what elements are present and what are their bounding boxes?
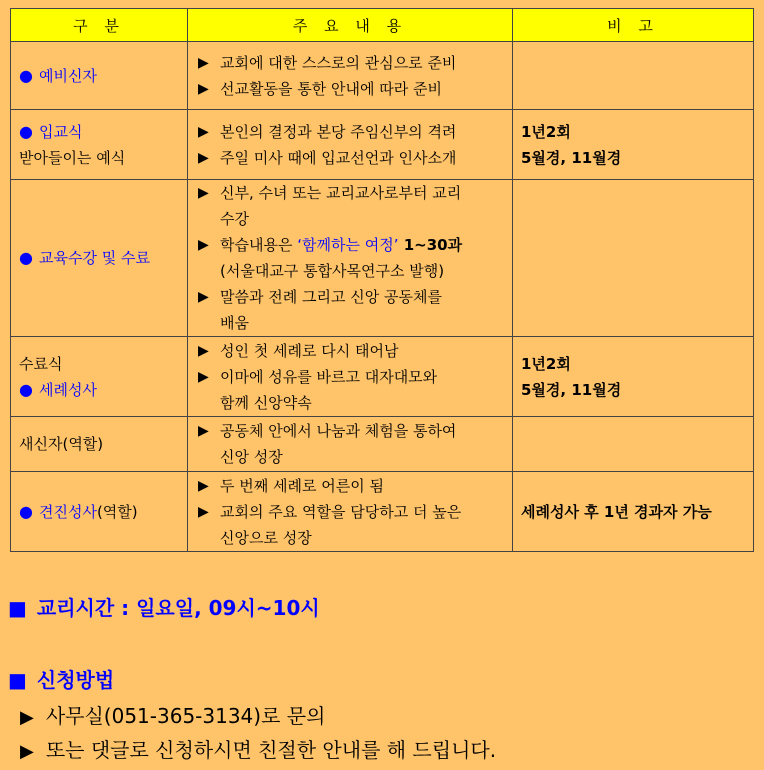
- item-text-cont: (서울대교구 통합사목연구소 발행): [220, 262, 445, 280]
- item-text-cont: 신앙 성장: [220, 448, 283, 466]
- category-label: 견진성사: [38, 502, 97, 521]
- item-text: 신부, 수녀 또는 교리교사로부터 교리: [220, 184, 462, 202]
- apply-line: [20, 734, 496, 763]
- item-text: 성인 첫 세례로 다시 태어남: [220, 341, 399, 360]
- class-time-text: 교리시간 : 일요일, 09시~10시: [36, 596, 320, 620]
- class-time-line: [8, 592, 320, 621]
- row-content: [188, 42, 513, 110]
- info-table: [10, 8, 754, 552]
- right-triangle-icon: ▶: [198, 123, 209, 140]
- right-triangle-icon: ▶: [198, 423, 209, 439]
- right-triangle-icon: ▶: [198, 477, 209, 494]
- item-text: 교회에 대한 스스로의 관심으로 준비: [220, 53, 457, 72]
- right-triangle-icon: ▶: [198, 80, 209, 97]
- apply-line-text: 사무실(051-365-3134)로 문의: [45, 704, 326, 728]
- row-note: [513, 180, 754, 337]
- item-text: 본인의 결정과 본당 주임신부의 격려: [220, 122, 457, 141]
- right-triangle-icon: ▶: [198, 503, 209, 520]
- item-text: 교회의 주요 역할을 담당하고 더 높은: [220, 502, 462, 521]
- row-category: [11, 42, 188, 110]
- row-category: [11, 417, 188, 472]
- item-text: 말씀과 전례 그리고 신앙 공동체를: [220, 288, 442, 306]
- category-sublabel: 받아들이는 예식: [19, 148, 126, 167]
- right-triangle-icon: ▶: [198, 342, 209, 359]
- blue-square-icon: ■: [8, 668, 27, 692]
- row-category: [11, 110, 188, 180]
- category-label: 교육수강 및 수료: [38, 249, 150, 267]
- apply-line: [20, 700, 325, 729]
- right-triangle-icon: ▶: [198, 185, 209, 201]
- item-text: 선교활동을 통한 안내에 따라 준비: [220, 79, 442, 98]
- item-text-cont: 수강: [220, 210, 249, 228]
- item-text: 공동체 안에서 나눔과 체험을 통하여: [220, 422, 457, 440]
- row-content: [188, 472, 513, 552]
- row-note: [513, 337, 754, 417]
- right-triangle-icon: ▶: [198, 289, 209, 305]
- blue-circle-icon: ●: [19, 379, 33, 399]
- row-content: [188, 110, 513, 180]
- row-content: [188, 180, 513, 337]
- blue-circle-icon: ●: [19, 65, 33, 85]
- category-label: 예비신자: [38, 66, 97, 85]
- right-triangle-icon: ▶: [198, 237, 209, 253]
- item-text: 학습내용은: [220, 236, 298, 254]
- row-content: [188, 337, 513, 417]
- item-text: 이마에 성유를 바르고 대자대모와: [220, 367, 438, 386]
- note-text: 1년2회: [521, 354, 571, 373]
- category-label: 입교식: [38, 122, 83, 141]
- row-note: [513, 472, 754, 552]
- header-note: 비 고: [513, 9, 754, 42]
- category-label: 세례성사: [38, 380, 97, 399]
- note-text: 1년2회: [521, 122, 571, 141]
- apply-title-text: 신청방법: [36, 668, 115, 692]
- table-row: [11, 417, 754, 472]
- header-category: 구 분: [11, 9, 188, 42]
- right-triangle-icon: ▶: [198, 368, 209, 385]
- row-category: [11, 472, 188, 552]
- note-text: 5월경, 11월경: [521, 148, 622, 167]
- table-row: [11, 337, 754, 417]
- row-content: [188, 417, 513, 472]
- row-note: [513, 110, 754, 180]
- lesson-range: 1~30과: [398, 236, 463, 254]
- right-triangle-icon: ▶: [20, 741, 34, 762]
- blue-circle-icon: ●: [19, 121, 33, 141]
- item-text-cont: 함께 신앙약속: [220, 393, 312, 412]
- item-text: 주일 미사 때에 입교선언과 인사소개: [220, 148, 457, 167]
- note-text: 5월경, 11월경: [521, 380, 622, 399]
- right-triangle-icon: ▶: [198, 149, 209, 166]
- row-category: [11, 337, 188, 417]
- table-row: [11, 180, 754, 337]
- row-category: [11, 180, 188, 337]
- item-text-cont: 신앙으로 성장: [220, 528, 312, 547]
- row-note: [513, 42, 754, 110]
- blue-circle-icon: ●: [19, 248, 33, 267]
- note-text: 세례성사 후 1년 경과자 가능: [521, 502, 712, 521]
- apply-line-text: 또는 댓글로 신청하시면 친절한 안내를 해 드립니다.: [45, 738, 497, 762]
- item-text-cont: 배움: [220, 314, 249, 332]
- item-text: 두 번째 세례로 어른이 됨: [220, 476, 384, 495]
- category-sublabel: 새신자(역할): [19, 435, 104, 453]
- table-row: [11, 42, 754, 110]
- right-triangle-icon: ▶: [198, 54, 209, 71]
- blue-square-icon: ■: [8, 596, 27, 620]
- header-content: 주 요 내 용: [188, 9, 513, 42]
- book-title: ‘함께하는 여정’: [297, 236, 399, 254]
- row-note: [513, 417, 754, 472]
- right-triangle-icon: ▶: [20, 707, 34, 728]
- blue-circle-icon: ●: [19, 501, 33, 521]
- table-header-row: [11, 9, 754, 42]
- apply-title-line: [8, 664, 114, 693]
- category-sublabel: 수료식: [19, 354, 63, 373]
- table-row: [11, 110, 754, 180]
- category-suffix: (역할): [96, 502, 138, 521]
- table-row: [11, 472, 754, 552]
